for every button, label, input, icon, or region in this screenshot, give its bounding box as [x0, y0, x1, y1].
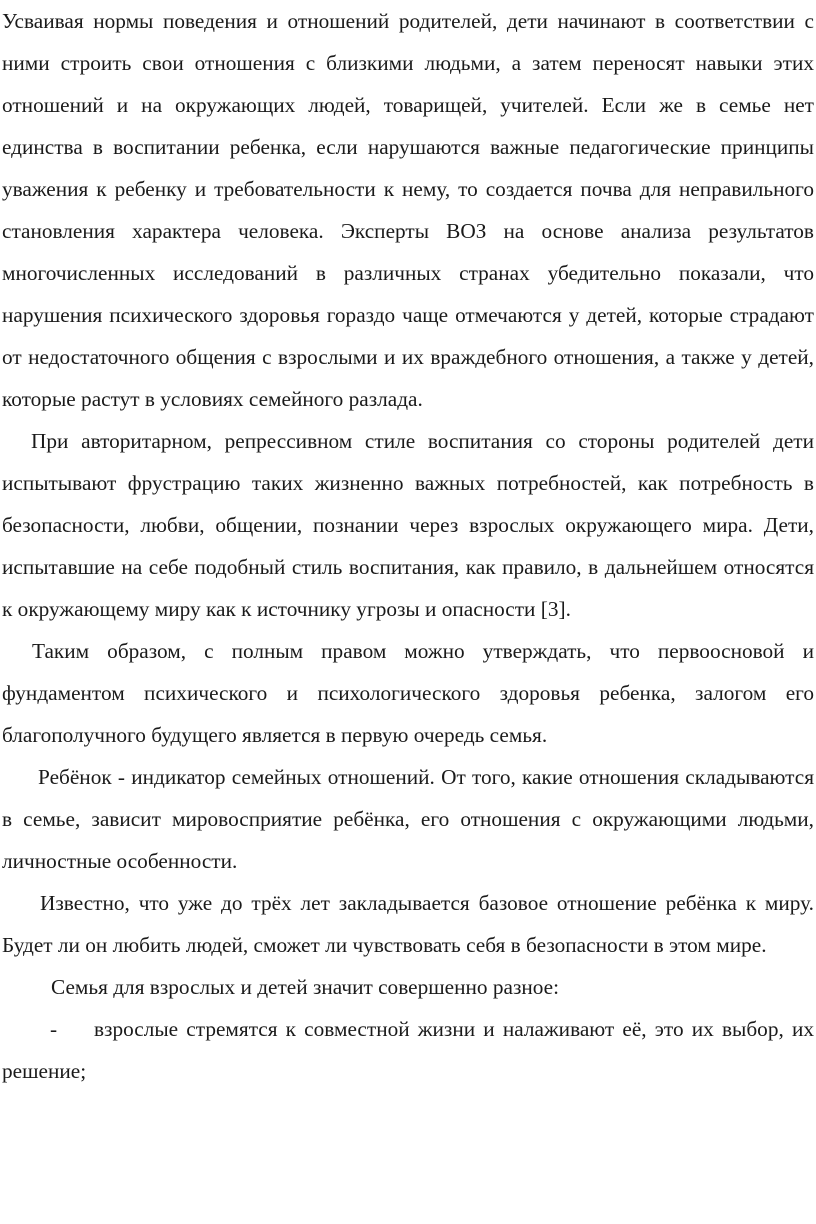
paragraph-4: Ребёнок - индикатор семейных отношений. От того, какие отношения складываются в семье, зависит мировосприятие ребёнка, его отношения с окружающими людьми, личностные особенности.: [2, 765, 814, 873]
paragraph-6: Семья для взрослых и детей значит совершенно разное:: [51, 975, 560, 999]
paragraph-3: Таким образом, с полным правом можно утверждать, что первоосновой и фундаментом психического и психологического здоровья ребенка, залогом его благополучного будущего является в первую очередь семья.: [2, 639, 814, 747]
paragraph-2: При авторитарном, репрессивном стиле воспитания со стороны родителей дети испытывают фрустрацию таких жизненно важных потребностей, как потребность в безопасности, любви, общении, познании через взрослых окружающего мира. Дети, испытавшие на себе подобный стиль воспитания, как правило, в дальнейшем относятся к окружающему миру как к источнику угрозы и опасности [3].: [2, 429, 814, 621]
document-page: [2, 0, 814, 1092]
paragraph-1: Усваивая нормы поведения и отношений родителей, дети начинают в соответствии с ними строить свои отношения с близкими людьми, а затем переносят навыки этих отношений и на окружающих людей, товарищей, учителей. Если же в семье нет единства в воспитании ребенка, если нарушаются важные педагогические принципы уважения к ребенку и требовательности к нему, то создается почва для неправильного становления характера человека. Эксперты ВОЗ на основе анализа результатов многочисленных исследований в различных странах убедительно показали, что нарушения психического здоровья гораздо чаще отмечаются у детей, которые страдают от недостаточного общения с взрослыми и их враждебного отношения, а также у детей, которые растут в условиях семейного разлада.: [2, 9, 814, 411]
list-item: [2, 1008, 814, 1092]
list-item-text: взрослые стремятся к совместной жизни и налаживают её, это их выбор, их решение;: [2, 1017, 814, 1083]
list-marker: -: [50, 1017, 58, 1041]
paragraph-5: Известно, что уже до трёх лет закладывается базовое отношение ребёнка к миру. Будет ли он любить людей, сможет ли чувствовать себя в безопасности в этом мире.: [2, 891, 814, 957]
